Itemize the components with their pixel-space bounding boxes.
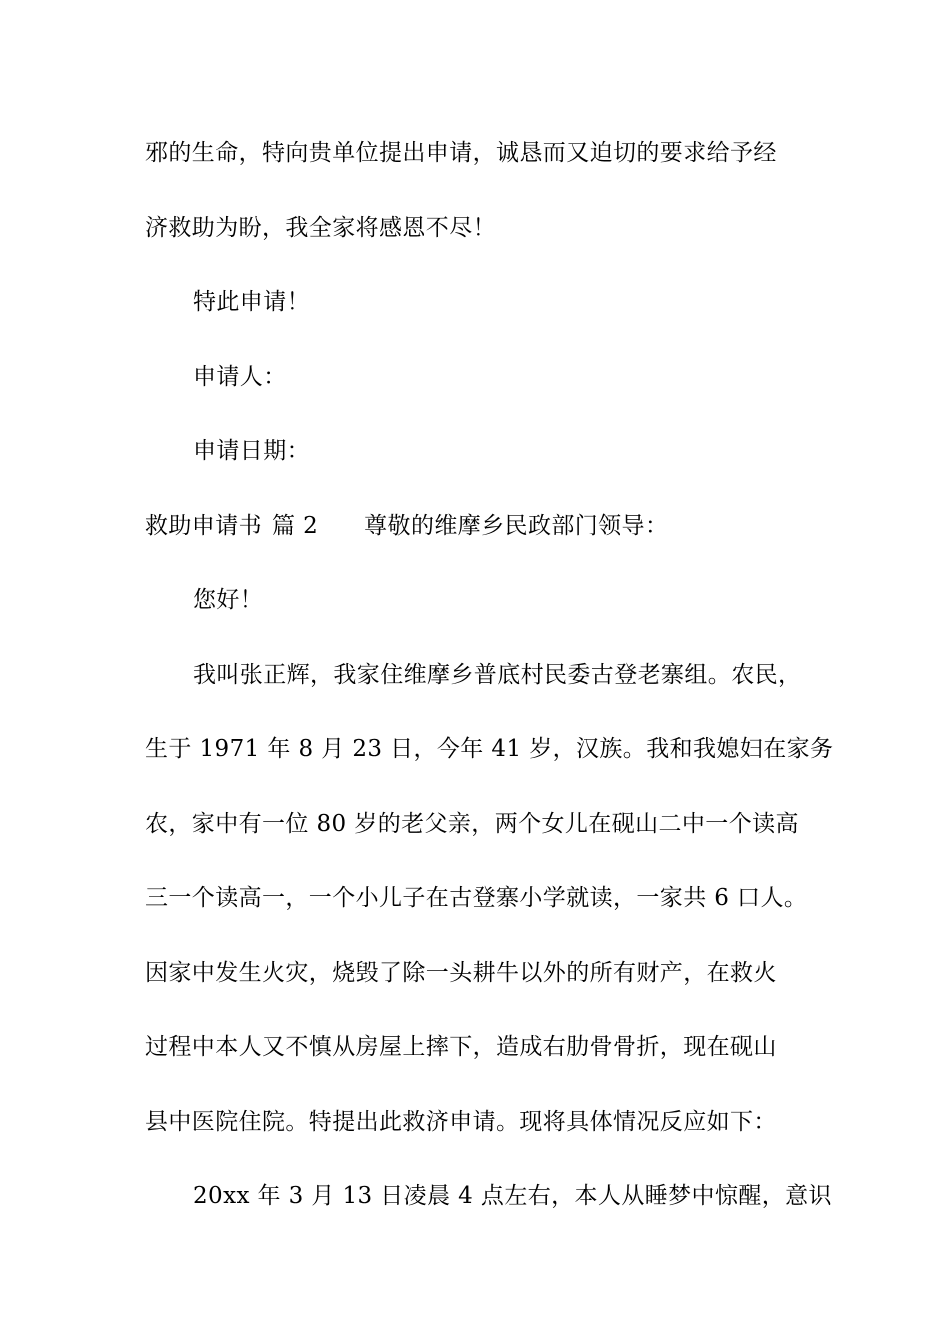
section-title: 救助申请书 (145, 513, 262, 539)
applicant-label: 申请人： (193, 364, 287, 390)
paragraph-line: 邪的生命，特向贵单位提出申请，诚恳而又迫切的要求给予经 (145, 140, 777, 166)
paragraph-line: 过程中本人又不慎从房屋上摔下，造成右肋骨骨折，现在砚山 (145, 1034, 777, 1060)
section-part-number: 篇 2 (272, 513, 319, 539)
paragraph-line: 县中医院住院。特提出此救济申请。现将具体情况反应如下： (145, 1109, 777, 1135)
section-heading (145, 511, 668, 541)
closing-phrase: 特此申请！ (193, 289, 310, 315)
paragraph-line: 20xx 年 3 月 13 日凌晨 4 点左右，本人从睡梦中惊醒，意识 (193, 1183, 832, 1209)
paragraph-line: 生于 1971 年 8 月 23 日，今年 41 岁，汉族。我和我媳妇在家务 (145, 736, 834, 762)
paragraph-line: 农，家中有一位 80 岁的老父亲，两个女儿在砚山二中一个读高 (145, 811, 799, 837)
salutation: 尊敬的维摩乡民政部门领导： (364, 513, 669, 539)
paragraph-line: 我叫张正辉，我家住维摩乡普底村民委古登老寨组。农民， (193, 662, 802, 688)
paragraph-line: 三一个读高一，一个小儿子在古登寨小学就读，一家共 6 口人。 (145, 885, 808, 911)
paragraph-line: 济救助为盼，我全家将感恩不尽！ (145, 215, 496, 241)
greeting: 您好！ (193, 587, 264, 613)
application-date-label: 申请日期： (193, 438, 310, 464)
paragraph-line: 因家中发生火灾，烧毁了除一头耕牛以外的所有财产，在救火 (145, 960, 777, 986)
